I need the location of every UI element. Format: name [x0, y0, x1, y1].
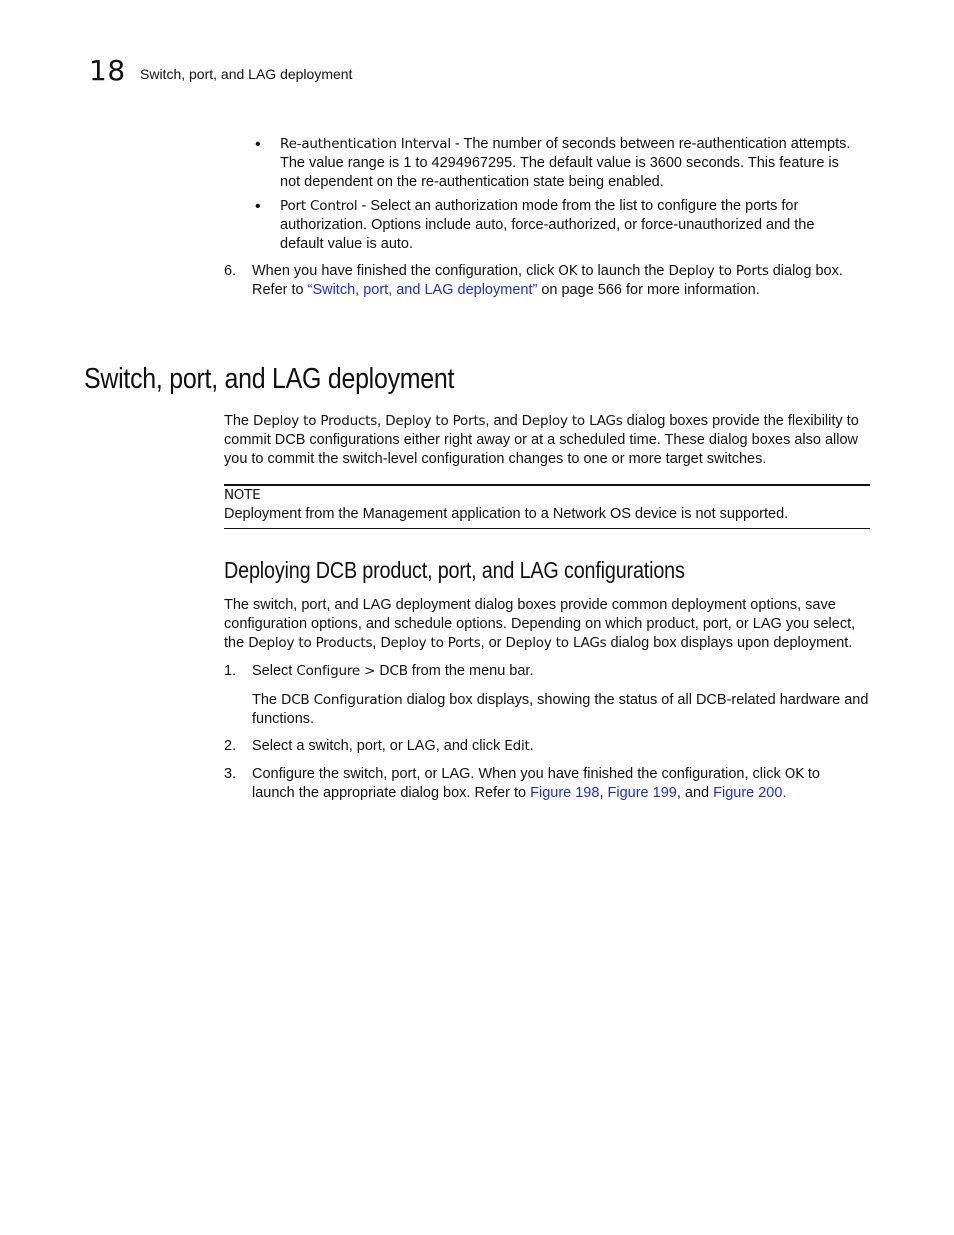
figure-199-link[interactable]: Figure 199	[607, 785, 677, 801]
step-text: .	[529, 738, 534, 754]
intro-text: The switch, port, and LAG deployment dialog boxes provide common deployment options, save	[224, 597, 836, 613]
step-text: from the menu bar.	[407, 663, 534, 679]
bullet-icon: •	[255, 198, 261, 215]
step-text: launch the appropriate dialog box. Refer to	[252, 785, 531, 801]
note-bottom-rule	[224, 528, 870, 529]
section-heading: Switch, port, and LAG deployment	[84, 363, 455, 395]
section-link[interactable]: “Switch, port, and LAG deployment”	[307, 282, 538, 298]
bullet-term: Re-authentication Interval	[280, 136, 451, 152]
ok-button-ref: OK	[558, 263, 578, 279]
step-number: 3.	[224, 766, 237, 782]
note-label: NOTE	[224, 487, 261, 503]
dialog-ref: Deploy to Ports	[668, 263, 769, 279]
intro-text: , or	[480, 635, 506, 651]
bullet-term: Port Control	[280, 198, 358, 214]
intro-text: you to commit the switch-level configuration changes to one or more target switches.	[224, 451, 767, 467]
subsection-intro	[224, 596, 874, 653]
step-text: Select a switch, port, or LAG, and click	[252, 738, 505, 754]
note-top-rule	[224, 484, 870, 486]
step-number: 1.	[224, 663, 237, 679]
intro-text: dialog boxes provide the flexibility to	[622, 413, 859, 429]
intro-text: dialog box displays upon deployment.	[606, 635, 853, 651]
bullet-text: The value range is 1 to 4294967295. The default value is 3600 seconds. This feature is	[280, 155, 839, 171]
step-text: .	[782, 785, 787, 801]
step-text: to launch the	[577, 263, 669, 279]
figure-200-link[interactable]: Figure 200	[713, 785, 783, 801]
ok-button-ref: OK	[784, 766, 804, 782]
bullet-item	[255, 197, 875, 254]
dialog-ref: Deploy to Products	[253, 413, 378, 429]
dialog-ref: Deploy to Ports	[385, 413, 486, 429]
dialog-ref: Deploy to LAGs	[505, 635, 607, 651]
step-text: , and	[676, 785, 714, 801]
step-item	[224, 765, 874, 803]
step-text: on page 566 for more information.	[537, 282, 760, 298]
edit-button-ref: Edit	[504, 738, 530, 754]
dialog-ref: Deploy to Ports	[380, 635, 481, 651]
step-text: The	[252, 692, 282, 708]
intro-text: , and	[485, 413, 522, 429]
chapter-number: 18	[89, 54, 126, 87]
menu-path-ref: Configure > DCB	[296, 663, 408, 679]
intro-text: configuration options, and schedule options. Depending on which product, port, or LAG you select,	[224, 616, 856, 632]
intro-text: the	[224, 635, 249, 651]
subsection-heading: Deploying DCB product, port, and LAG configurations	[224, 557, 685, 583]
step-text: Refer to	[252, 282, 308, 298]
dialog-ref: Deploy to LAGs	[521, 413, 623, 429]
intro-text: The	[224, 413, 254, 429]
step-text: dialog box displays, showing the status of all DCB-related hardware and	[402, 692, 869, 708]
step-number: 2.	[224, 738, 237, 754]
section-intro	[224, 412, 874, 469]
note-text: Deployment from the Management application to a Network OS device is not supported.	[224, 506, 789, 522]
step-text: to	[803, 766, 820, 782]
dialog-ref: Deploy to Products	[248, 635, 373, 651]
step-item	[224, 662, 874, 729]
running-header: Switch, port, and LAG deployment	[140, 66, 353, 82]
step-text: When you have finished the configuration, click	[252, 263, 559, 279]
step-item	[224, 262, 874, 300]
intro-text: ,	[372, 635, 381, 651]
step-text: functions.	[252, 711, 315, 727]
bullet-text: authorization. Options include auto, force-authorized, or force-unauthorized and the	[280, 217, 815, 233]
step-text: ,	[599, 785, 608, 801]
step-item	[224, 737, 874, 756]
bullet-icon: •	[255, 136, 261, 153]
bullet-item	[255, 135, 875, 192]
dialog-ref: DCB Configuration	[281, 692, 403, 708]
step-text: Select	[252, 663, 297, 679]
bullet-text: not dependent on the re-authentication state being enabled.	[280, 174, 664, 190]
intro-text: commit DCB configurations either right away or at a scheduled time. These dialog boxes also allow	[224, 432, 859, 448]
step-number: 6.	[224, 263, 237, 279]
intro-text: ,	[377, 413, 386, 429]
step-text: dialog box.	[768, 263, 843, 279]
bullet-text: - The number of seconds between re-authentication attempts.	[450, 136, 851, 152]
bullet-text: - Select an authorization mode from the list to configure the ports for	[357, 198, 799, 214]
bullet-text: default value is auto.	[280, 236, 414, 252]
figure-198-link[interactable]: Figure 198	[530, 785, 600, 801]
step-text: Configure the switch, port, or LAG. When you have finished the configuration, click	[252, 766, 785, 782]
